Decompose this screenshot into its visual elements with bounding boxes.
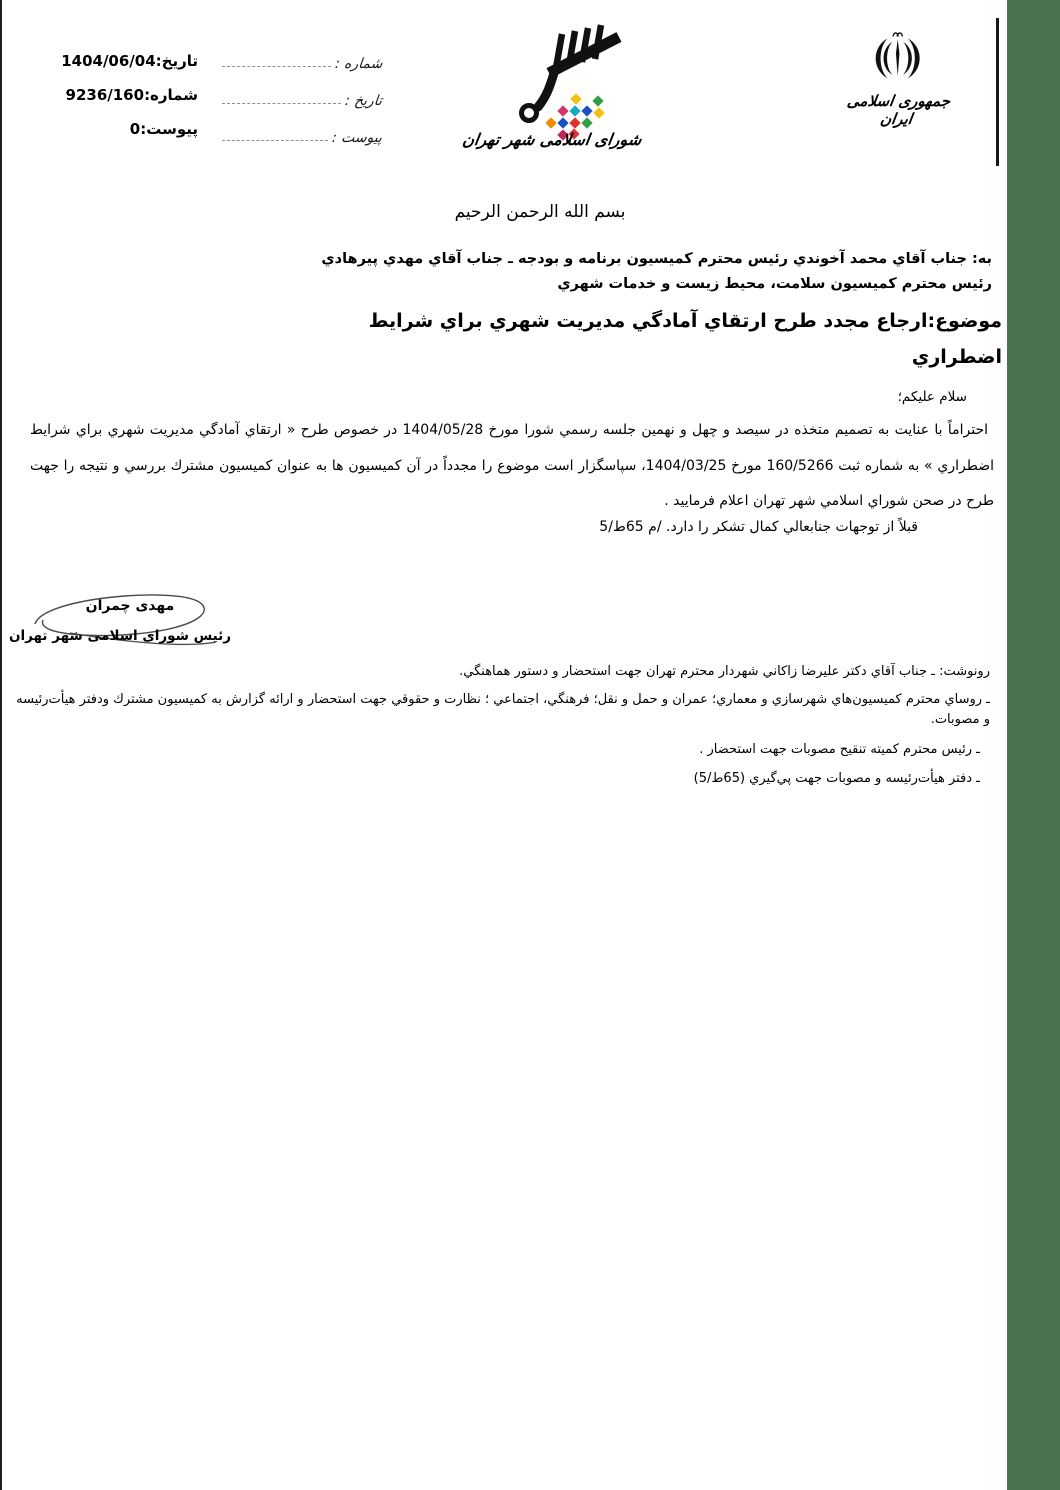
field-label-date: تاريخ : [344,93,383,109]
iran-emblem [835,30,960,132]
field-row-attachment [222,120,382,146]
recipient-line: به: جناب آقاي محمد آخوندي رئيس محترم كميسيون برنامه و بودجه ـ جناب آقاي مهدي پيرهادي رئيس محترم كميسيون سلامت، محيط زيست و خدمات شهري [321,251,992,292]
signer-title: رئیس شورای اسلامی شهر تهران [8,628,232,644]
bismillah-line: بسم الله الرحمن الرحيم [454,202,626,222]
subject-line: موضوع:ارجاع مجدد طرح ارتقاي آمادگي مديريت شهري براي شرايط اضطراري [368,310,1002,368]
cc-line: رونوشت: ـ جناب آقاي دكتر عليرضا زاكاني شهردار محترم تهران جهت استحضار و دستور هماهنگي. [459,664,990,679]
closing-line: قبلاً از توجهات جنابعالي كمال تشكر را دارد. /م 65ط/5 [599,519,918,535]
salutation-line: سلام عليكم؛ [897,389,967,405]
field-label-number: شماره : [333,56,383,72]
cc-line: ـ رئيس محترم كميته تنقيح مصوبات جهت استحضار . [699,741,980,757]
cc-section [10,662,990,797]
dotted-line [222,103,341,104]
signature-block [15,584,220,656]
council-logo-caption: شورای اسلامی شهر تهران [461,130,643,149]
dotted-line [222,140,328,141]
stamp-block [28,44,198,146]
council-logo [462,20,642,170]
cc-line: ـ روساي محترم كميسيون‌هاي شهرسازي و معماري؛ عمران و حمل و نقل؛ فرهنگي، اجتماعي ؛ نظارت و حقوقي جهت استحضار و ارائه گزارش به كميسيون مشترك ودفتر هيأت‌رئيسه و مصوبات. [16,691,990,727]
paper-edge-line-right [996,18,999,166]
paper-edge-line-left [0,0,2,1490]
signer-name: مهدی چمران [85,598,175,614]
stamp-date: تاريخ:1404/06/04 [61,52,198,70]
field-label-attachment: پيوست : [331,130,383,146]
field-row-date [222,83,382,109]
dotted-line [222,66,331,67]
scan-backdrop-strip [1007,0,1060,1490]
iran-emblem-caption: جمهوری اسلامی ایران [845,92,952,128]
iran-emblem-icon [854,30,942,92]
signature-scribble-icon [15,584,220,656]
field-row-number [222,46,382,72]
stamp-attachment: پيوست:0 [129,120,198,138]
cc-line: ـ دفتر هيأت‌رئيسه و مصوبات جهت پي‌گيري (65ط/5) [693,771,980,786]
stamp-number: شماره:9236/160 [65,86,198,104]
letterhead-fields [222,46,382,157]
body-paragraph: احتراماً با عنايت به تصميم متخذه در سيصد و چهل و نهمين جلسه رسمي شورا مورخ 1404/05/28 در خصوص طرح « ارتقاي آمادگي مديريت شهري براي شرايط اضطراري » به شماره ثبت 160/5266 مورخ 1404/03/25، سپاسگزار است موضوع را مجدداً در آن كميسيون ها به عنوان كميسيون مشترك بررسي و نتيجه را جهت طرح در صحن شوراي اسلامي شهر تهران اعلام فرماييد . [30,422,994,509]
